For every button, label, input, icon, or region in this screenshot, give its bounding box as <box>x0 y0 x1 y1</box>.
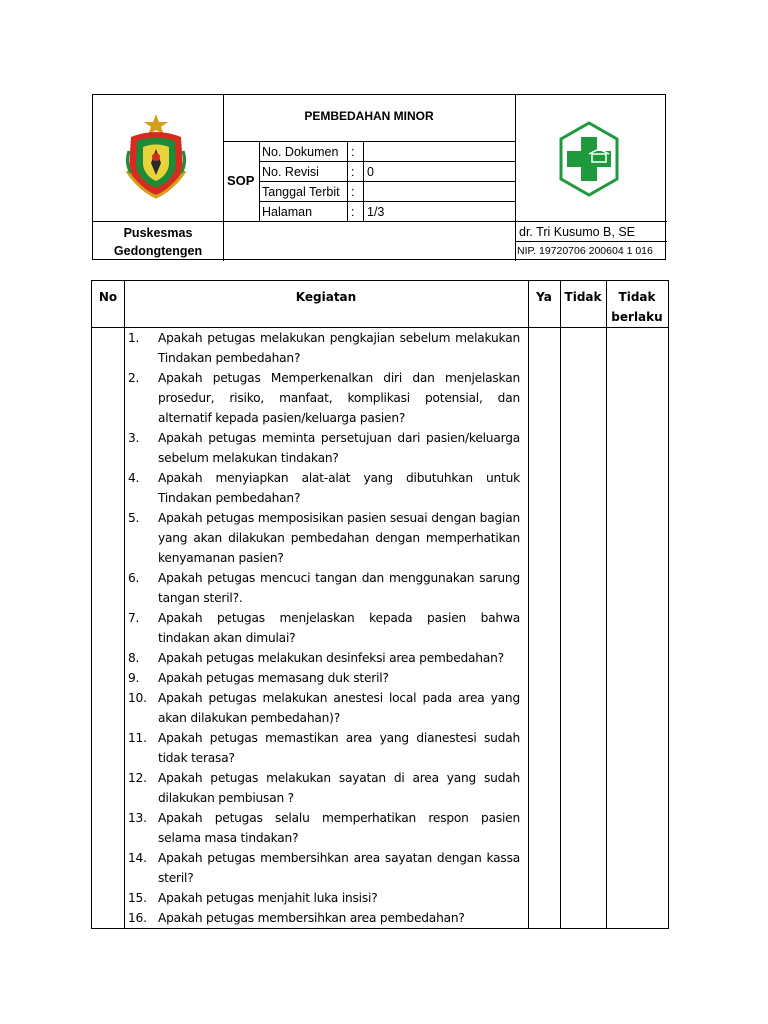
divider <box>259 181 515 182</box>
item-number: 16. <box>128 911 147 925</box>
list-item <box>128 648 520 668</box>
item-text: Apakah petugas melakukan sayatan di area yang sudah dilakukan pembiusan ? <box>158 771 520 805</box>
list-item <box>128 768 520 808</box>
meta-colon: : <box>351 145 355 159</box>
column-header-no: No <box>98 290 118 304</box>
regional-emblem-icon <box>123 111 189 201</box>
divider <box>515 241 667 242</box>
meta-colon: : <box>351 185 355 199</box>
meta-label-no-revisi: No. Revisi <box>262 165 319 179</box>
list-item <box>128 808 520 848</box>
item-text: Apakah petugas Memperkenalkan diri dan menjelaskan prosedur, risiko, manfaat, komplikasi potensial, dan alternatif kepada pasien/keluarga pasien? <box>158 371 520 425</box>
meta-label-no-dokumen: No. Dokumen <box>262 145 339 159</box>
meta-colon: : <box>351 165 355 179</box>
list-item <box>128 888 520 908</box>
sop-header <box>92 94 666 260</box>
item-text: Apakah petugas memposisikan pasien sesuai dengan bagian yang akan dilakukan pembedahan dengan memperhatikan kenyamanan pasien? <box>158 511 520 565</box>
item-number: 12. <box>128 771 147 785</box>
column-header-tidak: Tidak <box>564 290 602 304</box>
column-header-kegiatan: Kegiatan <box>295 290 357 304</box>
list-item <box>128 688 520 728</box>
item-number: 3. <box>128 431 140 445</box>
item-number: 1. <box>128 331 140 345</box>
divider <box>124 281 125 928</box>
puskesmas-cross-icon <box>559 121 619 197</box>
meta-value-halaman: 1/3 <box>367 205 385 219</box>
column-header-tidak-berlaku-line-1: Tidak <box>618 290 656 304</box>
checklist-table <box>91 280 669 929</box>
item-number: 13. <box>128 811 147 825</box>
list-item <box>128 328 520 368</box>
item-number: 4. <box>128 471 140 485</box>
meta-label-halaman: Halaman <box>262 205 313 219</box>
item-number: 10. <box>128 691 147 705</box>
list-item <box>128 508 520 568</box>
item-text: Apakah petugas meminta persetujuan dari pasien/keluarga sebelum melakukan tindakan? <box>158 431 520 465</box>
divider <box>606 281 607 928</box>
organization-name <box>93 224 223 260</box>
document-title: PEMBEDAHAN MINOR <box>304 109 434 123</box>
list-item <box>128 608 520 648</box>
meta-value-no-revisi: 0 <box>367 165 374 179</box>
item-text: Apakah petugas membersihkan area pembedahan? <box>158 911 465 925</box>
item-text: Apakah petugas menjelaskan kepada pasien bahwa tindakan akan dimulai? <box>158 611 520 645</box>
item-number: 9. <box>128 671 140 685</box>
checklist-items <box>128 328 520 928</box>
list-item <box>128 368 520 428</box>
meta-label-tanggal-terbit: Tanggal Terbit <box>262 185 340 199</box>
list-item <box>128 728 520 768</box>
item-text: Apakah petugas memasang duk steril? <box>158 671 389 685</box>
list-item <box>128 468 520 508</box>
divider <box>223 141 515 142</box>
item-text: Apakah petugas melakukan anestesi local pada area yang akan dilakukan pembedahan)? <box>158 691 520 725</box>
divider <box>259 161 515 162</box>
list-item <box>128 848 520 888</box>
item-text: Apakah menyiapkan alat-alat yang dibutuhkan untuk Tindakan pembedahan? <box>158 471 520 505</box>
divider <box>560 281 561 928</box>
divider <box>259 201 515 202</box>
item-number: 6. <box>128 571 140 585</box>
item-number: 11. <box>128 731 147 745</box>
item-text: Apakah petugas selalu memperhatikan respon pasien selama masa tindakan? <box>158 811 520 845</box>
item-text: Apakah petugas membersihkan area sayatan dengan kassa steril? <box>158 851 520 885</box>
meta-colon: : <box>351 205 355 219</box>
item-number: 2. <box>128 371 140 385</box>
item-number: 7. <box>128 611 140 625</box>
list-item <box>128 908 520 928</box>
organization-line-1: Puskesmas <box>123 226 193 240</box>
list-item <box>128 428 520 468</box>
item-text: Apakah petugas menjahit luka insisi? <box>158 891 378 905</box>
item-text: Apakah petugas mencuci tangan dan menggunakan sarung tangan steril?. <box>158 571 520 605</box>
sop-label: SOP <box>227 173 255 188</box>
item-number: 15. <box>128 891 147 905</box>
divider <box>515 95 516 261</box>
item-text: Apakah petugas memastikan area yang dianestesi sudah tidak terasa? <box>158 731 520 765</box>
list-item <box>128 568 520 608</box>
divider <box>528 281 529 928</box>
divider <box>93 221 667 222</box>
item-text: Apakah petugas melakukan pengkajian sebelum melakukan Tindakan pembedahan? <box>158 331 520 365</box>
column-header-ya: Ya <box>536 290 552 304</box>
item-number: 14. <box>128 851 147 865</box>
organization-line-2: Gedongtengen <box>113 244 203 258</box>
item-text: Apakah petugas melakukan desinfeksi area pembedahan? <box>158 651 504 665</box>
list-item <box>128 668 520 688</box>
column-header-tidak-berlaku-line-2: berlaku <box>611 310 663 324</box>
head-nip: NIP. 19720706 200604 1 016 <box>517 245 653 257</box>
column-header-tidak-berlaku <box>606 287 668 327</box>
item-number: 8. <box>128 651 140 665</box>
item-number: 5. <box>128 511 140 525</box>
head-name: dr. Tri Kusumo B, SE <box>519 225 636 239</box>
